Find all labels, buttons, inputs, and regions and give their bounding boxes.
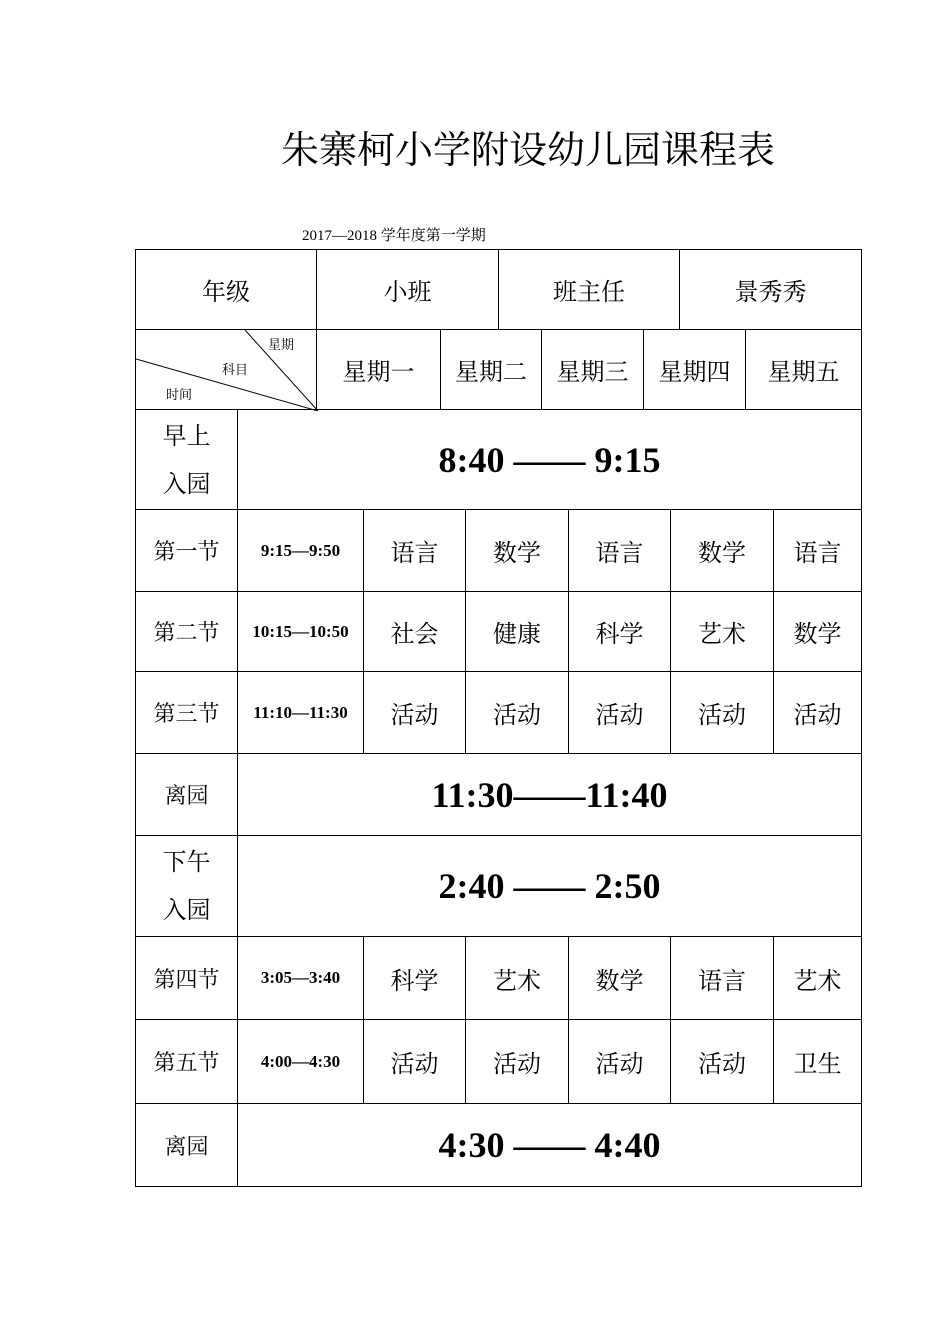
subject-cell: 语言 (773, 509, 862, 592)
subject-cell: 数学 (773, 591, 862, 672)
subject-cell: 卫生 (773, 1019, 862, 1104)
subject-cell: 活动 (670, 671, 774, 754)
subject-cell: 艺术 (670, 591, 774, 672)
weekday-header: 星期三 (541, 329, 644, 410)
noon-leave-label: 离园 (135, 753, 238, 836)
page-title: 朱寨柯小学附设幼儿园课程表 (280, 128, 775, 172)
teacher-label: 班主任 (498, 249, 680, 330)
weekday-header: 星期二 (440, 329, 542, 410)
corner-subject-label: 科目 (222, 363, 249, 378)
period-name: 第一节 (135, 509, 238, 592)
subject-cell: 数学 (670, 509, 774, 592)
period-time: 11:10—11:30 (237, 671, 364, 754)
period-time: 3:05—3:40 (237, 936, 364, 1020)
subject-cell: 语言 (568, 509, 671, 592)
subject-cell: 活动 (363, 671, 466, 754)
noon-leave-time: 11:30——11:40 (237, 753, 862, 836)
morning-arrival-line1: 早上 (162, 421, 211, 450)
subject-cell: 活动 (363, 1019, 466, 1104)
subject-cell: 数学 (568, 936, 671, 1020)
afternoon-arrival-label (135, 835, 238, 937)
subject-cell: 社会 (363, 591, 466, 672)
period-time: 10:15—10:50 (237, 591, 364, 672)
subject-cell: 活动 (568, 671, 671, 754)
period-name: 第五节 (135, 1019, 238, 1104)
subject-cell: 活动 (670, 1019, 774, 1104)
period-name: 第四节 (135, 936, 238, 1020)
teacher-value: 景秀秀 (679, 249, 862, 330)
period-time: 9:15—9:50 (237, 509, 364, 592)
morning-arrival-label (135, 409, 238, 510)
period-name: 第三节 (135, 671, 238, 754)
morning-arrival-time: 8:40 —— 9:15 (237, 409, 862, 510)
subject-cell: 数学 (465, 509, 569, 592)
subject-cell: 活动 (465, 671, 569, 754)
subject-cell: 艺术 (773, 936, 862, 1020)
term-label: 2017—2018 学年度第一学期 (302, 228, 486, 244)
subject-cell: 科学 (363, 936, 466, 1020)
afternoon-arrival-line1: 下午 (162, 848, 211, 876)
weekday-header: 星期五 (745, 329, 862, 410)
corner-weekday-label: 星期 (268, 338, 295, 353)
subject-cell: 语言 (363, 509, 466, 592)
grade-label: 年级 (135, 249, 317, 330)
grade-value: 小班 (316, 249, 499, 330)
weekday-header: 星期一 (316, 329, 441, 410)
afternoon-arrival-time: 2:40 —— 2:50 (237, 835, 862, 937)
weekday-header: 星期四 (643, 329, 746, 410)
subject-cell: 科学 (568, 591, 671, 672)
subject-cell: 健康 (465, 591, 569, 672)
period-name: 第二节 (135, 591, 238, 672)
morning-arrival-line2: 入园 (162, 469, 211, 498)
evening-leave-time: 4:30 —— 4:40 (237, 1103, 862, 1187)
corner-time-label: 时间 (166, 388, 193, 403)
subject-cell: 活动 (465, 1019, 569, 1104)
evening-leave-label: 离园 (135, 1103, 238, 1187)
subject-cell: 活动 (773, 671, 862, 754)
diagonal-header-cell (135, 329, 317, 410)
period-time: 4:00—4:30 (237, 1019, 364, 1104)
afternoon-arrival-line2: 入园 (162, 896, 211, 924)
subject-cell: 活动 (568, 1019, 671, 1104)
subject-cell: 语言 (670, 936, 774, 1020)
subject-cell: 艺术 (465, 936, 569, 1020)
